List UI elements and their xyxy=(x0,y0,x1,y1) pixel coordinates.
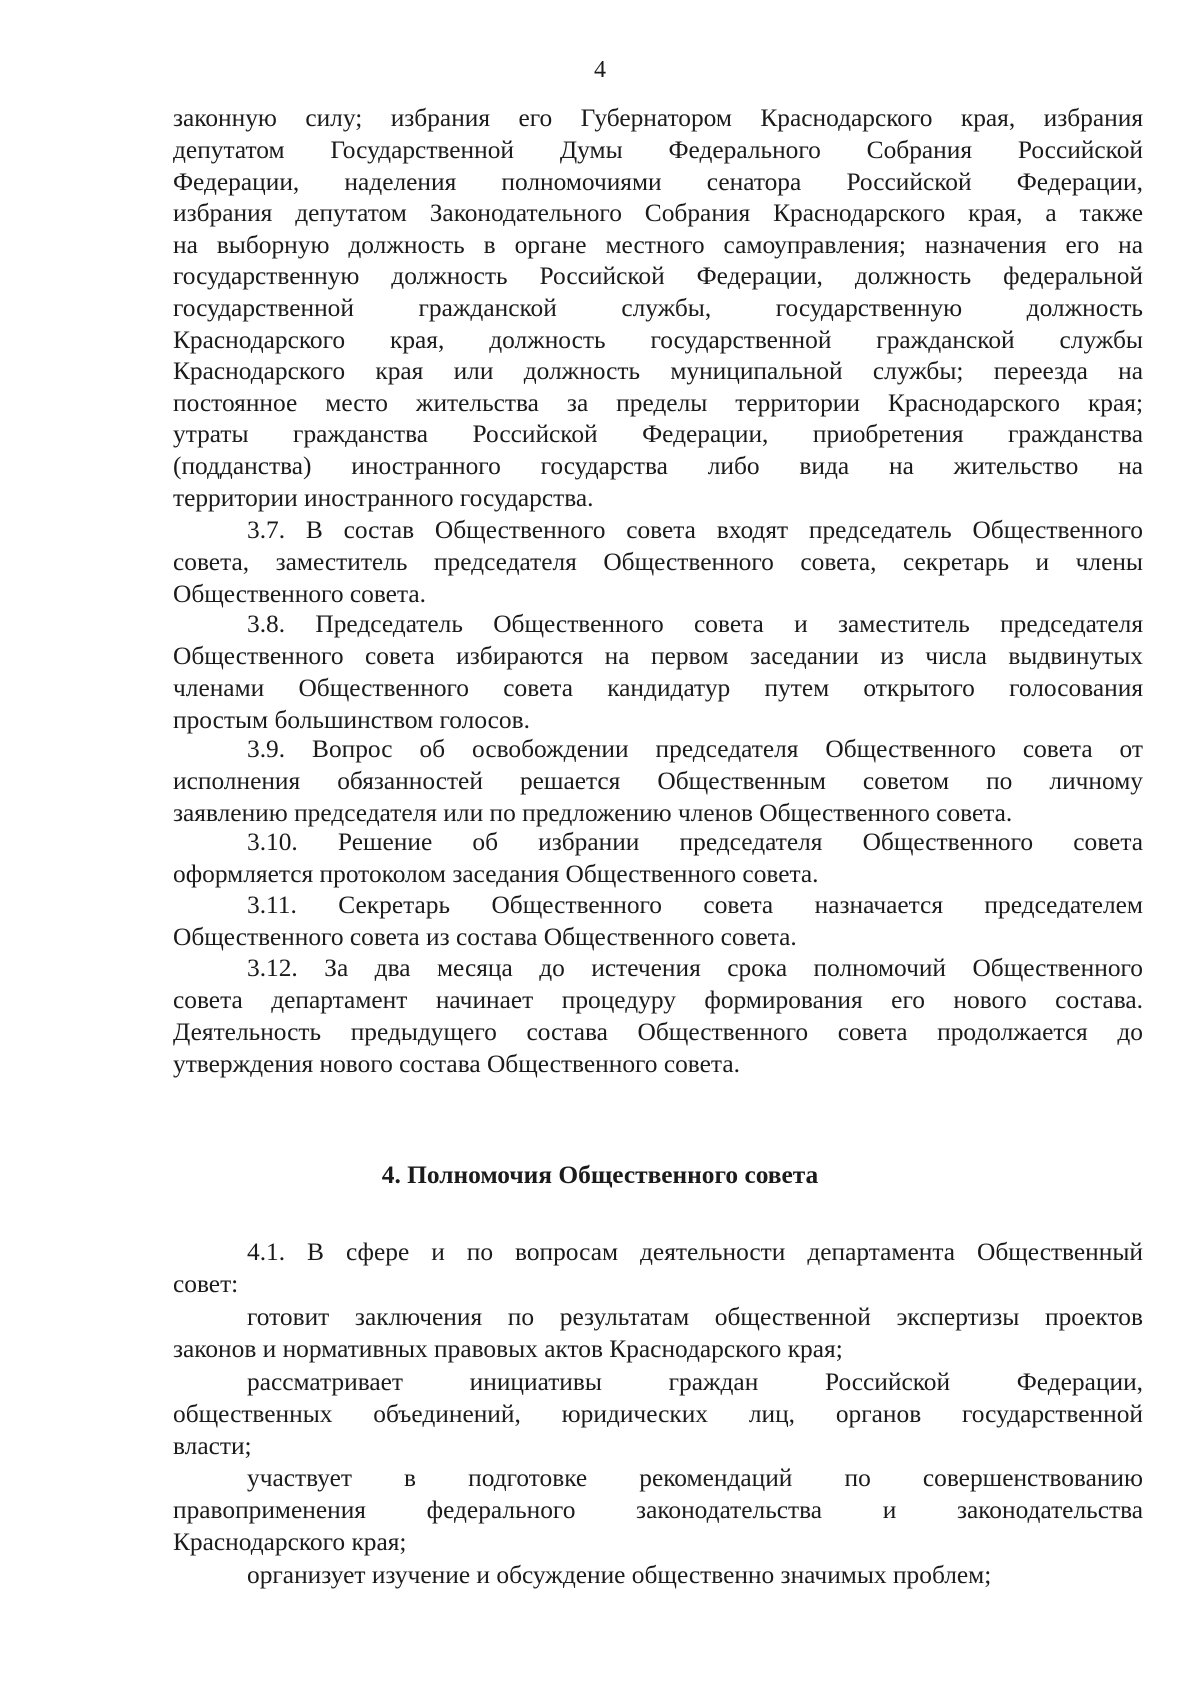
list-item-line: рассматривает инициативы граждан Российской Федерации, xyxy=(247,1368,1143,1396)
paragraph-line: избрания депутатом Законодательного Собрания Краснодарского края, а также xyxy=(173,199,1143,227)
clause-4-1-line: 4.1. В сфере и по вопросам деятельности департамента Общественный xyxy=(247,1238,1143,1266)
list-item-line: участвует в подготовке рекомендаций по совершенствованию xyxy=(247,1464,1143,1492)
clause-3-12-line: совета департамент начинает процедуру формирования его нового состава. xyxy=(173,986,1143,1014)
page-number: 4 xyxy=(594,57,606,83)
paragraph-line: на выборную должность в органе местного самоуправления; назначения его на xyxy=(173,231,1143,259)
paragraph-line: депутатом Государственной Думы Федерального Собрания Российской xyxy=(173,136,1143,164)
clause-3-10-line: 3.10. Решение об избрании председателя Общественного совета xyxy=(247,828,1143,856)
clause-3-8-line: простым большинством голосов. xyxy=(173,706,530,734)
list-item-line: организует изучение и обсуждение общественно значимых проблем; xyxy=(247,1561,992,1589)
clause-3-11-line: 3.11. Секретарь Общественного совета назначается председателем xyxy=(247,891,1143,919)
clause-3-8-line: членами Общественного совета кандидатур путем открытого голосования xyxy=(173,674,1143,702)
clause-3-12-line: 3.12. За два месяца до истечения срока полномочий Общественного xyxy=(247,954,1143,982)
clause-3-8-line: 3.8. Председатель Общественного совета и заместитель председателя xyxy=(247,610,1143,638)
clause-3-10-line: оформляется протоколом заседания Общественного совета. xyxy=(173,860,819,888)
clause-3-8-line: Общественного совета избираются на первом заседании из числа выдвинутых xyxy=(173,642,1143,670)
section-4-heading: 4. Полномочия Общественного совета xyxy=(381,1161,819,1189)
clause-3-7-line: Общественного совета. xyxy=(173,580,426,608)
clause-3-7-line: совета, заместитель председателя Общественного совета, секретарь и члены xyxy=(173,548,1143,576)
list-item-line: законов и нормативных правовых актов Краснодарского края; xyxy=(173,1335,843,1363)
paragraph-line: территории иностранного государства. xyxy=(173,484,594,512)
paragraph-line: утраты гражданства Российской Федерации, приобретения гражданства xyxy=(173,420,1143,448)
paragraph-line: постоянное место жительства за пределы территории Краснодарского края; xyxy=(173,389,1143,417)
paragraph-line: Федерации, наделения полномочиями сенатора Российской Федерации, xyxy=(173,168,1143,196)
clause-3-12-line: утверждения нового состава Общественного совета. xyxy=(173,1050,740,1078)
clause-3-9-line: заявлению председателя или по предложению членов Общественного совета. xyxy=(173,799,1013,827)
list-item-line: готовит заключения по результатам общественной экспертизы проектов xyxy=(247,1303,1143,1331)
clause-4-1-line: совет: xyxy=(173,1270,239,1298)
paragraph-line: Краснодарского края, должность государственной гражданской службы xyxy=(173,326,1143,354)
clause-3-11-line: Общественного совета из состава Общественного совета. xyxy=(173,923,797,951)
paragraph-line: законную силу; избрания его Губернатором Краснодарского края, избрания xyxy=(173,104,1143,132)
list-item-line: общественных объединений, юридических лиц, органов государственной xyxy=(173,1400,1143,1428)
clause-3-9-line: 3.9. Вопрос об освобождении председателя Общественного совета от xyxy=(247,735,1143,763)
list-item-line: правоприменения федерального законодательства и законодательства xyxy=(173,1496,1143,1524)
paragraph-line: государственную должность Российской Федерации, должность федеральной xyxy=(173,262,1143,290)
paragraph-line: государственной гражданской службы, государственную должность xyxy=(173,294,1143,322)
clause-3-7-line: 3.7. В состав Общественного совета входят председатель Общественного xyxy=(247,516,1143,544)
list-item-line: Краснодарского края; xyxy=(173,1528,407,1556)
paragraph-line: Краснодарского края или должность муниципальной службы; переезда на xyxy=(173,357,1143,385)
paragraph-line: (подданства) иностранного государства либо вида на жительство на xyxy=(173,452,1143,480)
clause-3-9-line: исполнения обязанностей решается Общественным советом по личному xyxy=(173,767,1143,795)
clause-3-12-line: Деятельность предыдущего состава Общественного совета продолжается до xyxy=(173,1018,1143,1046)
list-item-line: власти; xyxy=(173,1432,252,1460)
